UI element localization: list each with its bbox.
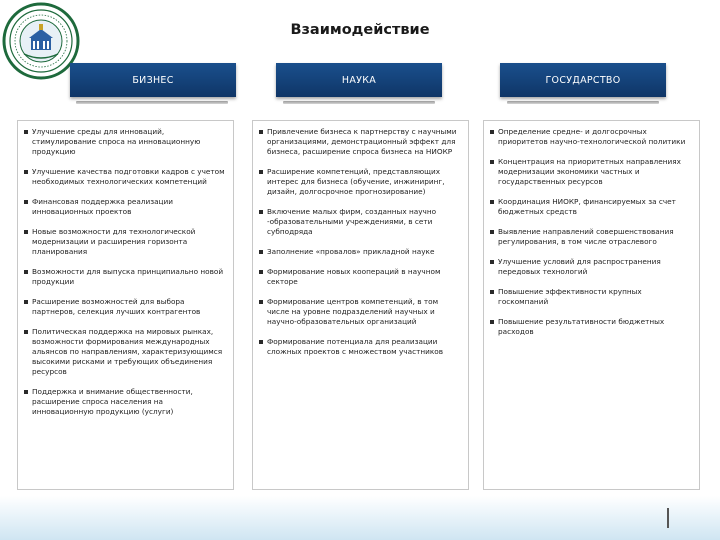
list-item: Заполнение «провалов» прикладной науке xyxy=(259,247,462,257)
column-state xyxy=(483,120,700,490)
bullet-icon xyxy=(490,160,494,164)
bullet-icon xyxy=(490,320,494,324)
list-item: Концентрация на приоритетных направлениях модернизации экономики частных и государственных ресурсов xyxy=(490,157,693,187)
list-item: Улучшение качества подготовки кадров с учетом необходимых технологических компетенций xyxy=(24,167,227,187)
list-item: Формирование центров компетенций, в том числе на уровне подразделений научных и научно-образовательных организаций xyxy=(259,297,462,327)
bullet-icon xyxy=(490,200,494,204)
bullet-icon xyxy=(259,300,263,304)
column-science xyxy=(252,120,469,490)
bullet-icon xyxy=(24,130,28,134)
list-item: Определение средне- и долгосрочных приоритетов научно-технологической политики xyxy=(490,127,693,147)
header-underline xyxy=(507,101,659,104)
list-item: Привлечение бизнеса к партнерству с научными организациями, демонстрационный эффект для бизнеса, расширение спроса бизнеса на НИОКР xyxy=(259,127,462,157)
bullet-icon xyxy=(24,390,28,394)
bullet-icon xyxy=(24,330,28,334)
footer-gradient xyxy=(0,496,720,540)
list-item: Включение малых фирм, созданных научно -образовательными учреждениями, в сети субподряда xyxy=(259,207,462,237)
header-underline xyxy=(283,101,435,104)
footer-divider xyxy=(667,508,669,528)
bullet-icon xyxy=(259,170,263,174)
list-item: Расширение компетенций, представляющих интерес для бизнеса (обучение, инжиниринг, дизайн, долгосрочное прогнозирование) xyxy=(259,167,462,197)
column-header-science: НАУКА xyxy=(276,63,442,97)
list-item: Формирование потенциала для реализации сложных проектов с множеством участников xyxy=(259,337,462,357)
bullet-icon xyxy=(490,130,494,134)
list-item: Повышение эффективности крупных госкомпаний xyxy=(490,287,693,307)
list-item: Новые возможности для технологической модернизации и расширения горизонта планирования xyxy=(24,227,227,257)
list-item: Координация НИОКР, финансируемых за счет бюджетных средств xyxy=(490,197,693,217)
bullet-icon xyxy=(259,130,263,134)
bullet-icon xyxy=(24,170,28,174)
column-header-state: ГОСУДАРСТВО xyxy=(500,63,666,97)
list-item: Финансовая поддержка реализации инновационных проектов xyxy=(24,197,227,217)
bullet-icon xyxy=(24,270,28,274)
header-underline xyxy=(76,101,228,104)
list-item: Расширение возможностей для выбора партнеров, селекция лучших контрагентов xyxy=(24,297,227,317)
list-item: Поддержка и внимание общественности, расширение спроса населения на инновационную продукцию (услуги) xyxy=(24,387,227,417)
bullet-icon xyxy=(259,210,263,214)
column-business xyxy=(17,120,234,490)
bullet-icon xyxy=(259,270,263,274)
bullet-icon xyxy=(259,250,263,254)
bullet-icon xyxy=(490,230,494,234)
bullet-icon xyxy=(490,290,494,294)
list-item: Выявление направлений совершенствования регулирования, в том числе отраслевого xyxy=(490,227,693,247)
university-seal-icon xyxy=(2,2,80,80)
bullet-icon xyxy=(24,300,28,304)
list-item: Улучшение среды для инноваций, стимулирование спроса на инновационную продукцию xyxy=(24,127,227,157)
page-title: Взаимодействие xyxy=(290,22,430,38)
list-item: Формирование новых коопераций в научном секторе xyxy=(259,267,462,287)
bullet-icon xyxy=(24,200,28,204)
column-header-business: БИЗНЕС xyxy=(70,63,236,97)
bullet-icon xyxy=(490,260,494,264)
list-item: Политическая поддержка на мировых рынках, возможности формирования международных альянсов по направлениям, характеризующимся высокими рисками и требующих объединения ресурсов xyxy=(24,327,227,377)
bullet-icon xyxy=(24,230,28,234)
list-item: Повышение результативности бюджетных расходов xyxy=(490,317,693,337)
list-item: Улучшение условий для распространения передовых технологий xyxy=(490,257,693,277)
bullet-icon xyxy=(259,340,263,344)
list-item: Возможности для выпуска принципиально новой продукции xyxy=(24,267,227,287)
